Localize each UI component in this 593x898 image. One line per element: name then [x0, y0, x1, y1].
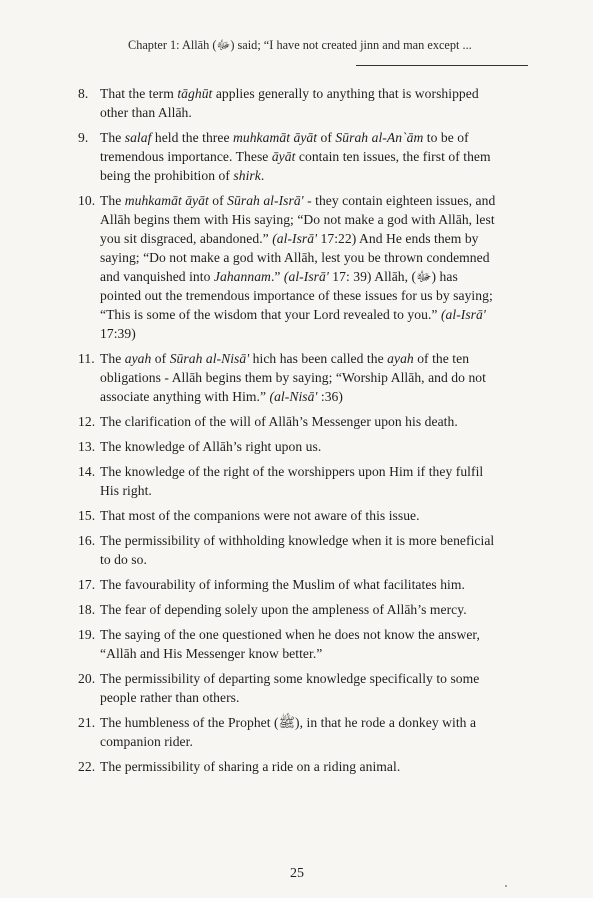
item-number: 12.	[78, 414, 96, 429]
text-run: to be of tremendous importance. These	[100, 130, 469, 164]
item-text	[100, 506, 498, 525]
item-text	[100, 191, 498, 343]
item-text	[100, 437, 498, 456]
running-header: Chapter 1: Allāh (ﷻ) said; “I have not created jinn and man except ...	[128, 38, 472, 52]
list-item	[78, 462, 498, 500]
item-text	[100, 575, 498, 594]
text-run: That the term	[100, 86, 178, 101]
list-item	[78, 506, 498, 525]
item-text	[100, 669, 498, 707]
italic-term: Sūrah al-An`ām	[335, 130, 424, 145]
list-item	[78, 128, 498, 185]
item-number: 17.	[78, 577, 96, 592]
page-number: 25	[290, 866, 304, 881]
item-text	[100, 600, 498, 619]
italic-term: āyāt	[271, 149, 296, 164]
italic-term: (al-Nisā'	[269, 389, 318, 404]
text-run: of	[151, 351, 170, 366]
text-run: The	[100, 130, 125, 145]
text-run: The	[100, 351, 125, 366]
item-text	[100, 84, 498, 122]
text-run: held the three	[151, 130, 233, 145]
italic-term: shirk	[233, 168, 261, 183]
header-rule	[356, 65, 528, 66]
list-item	[78, 669, 498, 707]
item-text	[100, 757, 498, 776]
text-run: That most of the companions were not aware of this issue.	[100, 508, 420, 523]
text-run: - they contain eighteen issues, and Allāh begins them with His saying; “Do not make a god with Allāh, lest you sit disgraced, abandoned.”	[100, 193, 496, 246]
text-run: 17: 39) Allāh, (ﷻ) has pointed out the tremendous importance of these issues for us by saying; “This is some of the wisdom that your Lord revealed to you.”	[100, 269, 493, 322]
item-number: 18.	[78, 602, 96, 617]
text-run: hich has been called the	[249, 351, 388, 366]
list-item	[78, 437, 498, 456]
text-run: The humbleness of the Prophet (ﷺ), in that he rode a donkey with a companion rider.	[100, 715, 477, 749]
italic-term: tāghūt	[177, 86, 213, 101]
item-number: 11.	[78, 351, 95, 366]
italic-term: (al-Isrā'	[283, 269, 329, 284]
italic-term: Jahannam	[213, 269, 271, 284]
italic-term: (al-Isrā'	[272, 231, 318, 246]
list-item	[78, 349, 498, 406]
item-text	[100, 412, 498, 431]
list-item	[78, 713, 498, 751]
item-number: 22.	[78, 759, 96, 774]
item-number: 21.	[78, 715, 96, 730]
text-run: of	[208, 193, 228, 208]
numbered-list	[78, 84, 498, 782]
text-run: The permissibility of departing some knowledge specifically to some people rather than others.	[100, 671, 480, 705]
list-item	[78, 575, 498, 594]
text-run: of	[317, 130, 336, 145]
text-run: .”	[270, 269, 284, 284]
item-text	[100, 349, 498, 406]
item-text	[100, 531, 498, 569]
item-number: 15.	[78, 508, 96, 523]
italic-term: salaf	[124, 130, 152, 145]
item-number: 13.	[78, 439, 96, 454]
text-run: :36)	[317, 389, 343, 404]
text-run: The permissibility of withholding knowledge when it is more beneficial to do so.	[100, 533, 495, 567]
text-run: The permissibility of sharing a ride on a riding animal.	[100, 759, 401, 774]
text-run: applies generally to anything that is worshipped other than Allāh.	[100, 86, 479, 120]
item-number: 19.	[78, 627, 96, 642]
item-text	[100, 462, 498, 500]
item-text	[100, 128, 498, 185]
text-run: of the ten obligations - Allāh begins them by saying; “Worship Allāh, and do not associate anything with Him.”	[100, 351, 486, 404]
text-run: The saying of the one questioned when he does not know the answer, “Allāh and His Messenger know better.”	[100, 627, 480, 661]
list-item	[78, 757, 498, 776]
item-number: 20.	[78, 671, 96, 686]
text-run: The fear of depending solely upon the ampleness of Allāh’s mercy.	[100, 602, 467, 617]
italic-term: ayah	[124, 351, 152, 366]
text-run: The knowledge of the right of the worshippers upon Him if they fulfil His right.	[100, 464, 484, 498]
text-run: 17:22) And He ends them by saying; “Do not make a god with Allāh, lest you be thrown condemned and vanquished into	[100, 231, 490, 284]
item-number: 16.	[78, 533, 96, 548]
item-number: 14.	[78, 464, 96, 479]
italic-term: (al-Isrā'	[440, 307, 486, 322]
italic-term: ayah	[387, 351, 414, 366]
text-run: The favourability of informing the Muslim of what facilitates him.	[100, 577, 465, 592]
item-text	[100, 625, 498, 663]
list-item	[78, 84, 498, 122]
item-text	[100, 713, 498, 751]
list-item	[78, 531, 498, 569]
paper-speck	[505, 885, 507, 887]
italic-term: muhkamāt āyāt	[124, 193, 209, 208]
italic-term: muhkamāt āyāt	[233, 130, 318, 145]
text-run: 17:39)	[100, 326, 136, 341]
italic-term: Sūrah al-Isrā'	[227, 193, 304, 208]
item-number: 8.	[78, 86, 89, 101]
item-number: 9.	[78, 130, 89, 145]
list-item	[78, 625, 498, 663]
text-run: .	[260, 168, 265, 183]
text-run: The	[100, 193, 125, 208]
list-item	[78, 600, 498, 619]
text-run: The knowledge of Allāh’s right upon us.	[100, 439, 322, 454]
text-run: contain ten issues, the first of them being the prohibition of	[100, 149, 491, 183]
list-item	[78, 412, 498, 431]
italic-term: Sūrah al-Nisā'	[169, 351, 250, 366]
text-run: The clarification of the will of Allāh’s Messenger upon his death.	[100, 414, 458, 429]
item-number: 10.	[78, 193, 96, 208]
list-item	[78, 191, 498, 343]
